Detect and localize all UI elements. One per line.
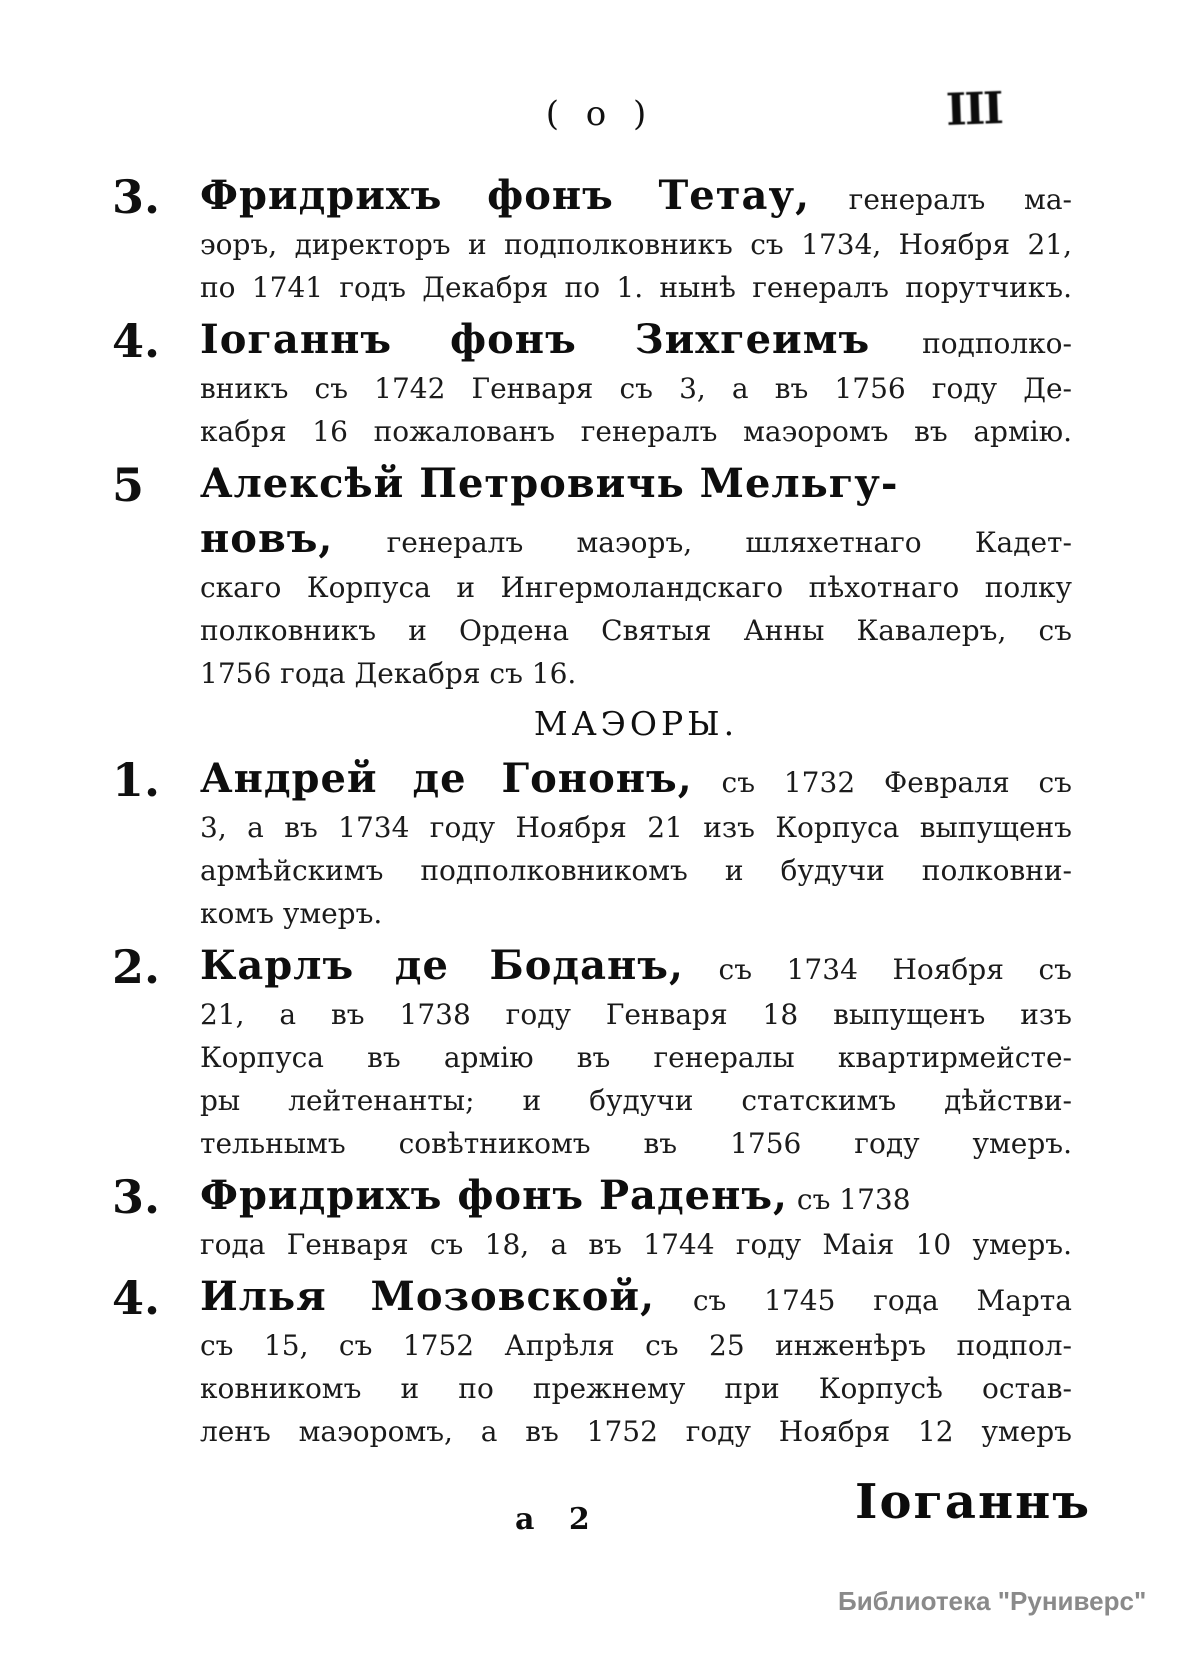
officer-name: Іоганнъ фонъ Зихгеимъ [200, 316, 871, 363]
entry-text: скаго Корпуса и Ингермоландскаго пѣхотнаго полку [200, 571, 1072, 604]
library-watermark: Библиотека "Руниверс" [838, 1586, 1147, 1616]
entry-text: комъ умеръ. [200, 897, 383, 930]
text-block [112, 168, 1073, 1456]
entry-text: съ 1745 года Марта [655, 1284, 1072, 1317]
entry-line [200, 566, 1072, 609]
entry-text: 21, а въ 1738 году Генваря 18 выпущенъ изъ [200, 998, 1072, 1031]
entry-text: 1756 года Декабря съ 16. [200, 657, 577, 690]
entry-number: 3. [112, 170, 161, 224]
entry-text: ковникомъ и по прежнему при Корпусѣ остав- [200, 1372, 1072, 1405]
entry-text: генералъ ма- [810, 183, 1072, 216]
entry-text: съ 1734 Ноября съ [683, 953, 1072, 986]
entry-line [200, 1079, 1072, 1122]
entry-number: 4. [112, 1271, 161, 1325]
entry-line [200, 1168, 1072, 1223]
section-heading-majors: МАЭОРЫ. [533, 704, 739, 743]
entry-line [200, 993, 1072, 1036]
officer-name: Фридрихъ фонъ Раденъ, [200, 1172, 788, 1219]
entry-text: года Генваря съ 18, а въ 1744 году Маія 10 умеръ. [200, 1228, 1072, 1261]
catchword: Іоганнъ [855, 1474, 1092, 1530]
entry-line [200, 1122, 1072, 1165]
entry-line [200, 849, 1072, 892]
entry-text: ры лейтенанты; и будучи статскимъ дѣйстви- [200, 1084, 1072, 1117]
entry-line [200, 1036, 1072, 1079]
entry-number: 5 [112, 458, 145, 512]
entry-text: подполко- [870, 327, 1072, 360]
entry-line [200, 410, 1072, 453]
entry-number: 1. [112, 753, 161, 807]
entry-line [200, 892, 1072, 935]
officer-entry [112, 456, 1072, 695]
entry-text: армѣйскимъ подполковникомъ и будучи полковни- [200, 854, 1072, 887]
entry-line [200, 652, 1072, 695]
entry-text: съ 1732 Февраля съ [692, 766, 1073, 799]
entry-line [200, 1269, 1072, 1324]
entry-text: полковникъ и Ордена Святыя Анны Кавалеръ, съ [200, 614, 1072, 647]
entry-line [200, 1367, 1072, 1410]
page-header-ornament: ( о ) [545, 94, 655, 134]
entry-text: генералъ маэоръ, шляхетнаго Кадет- [333, 526, 1072, 559]
entry-number: 2. [112, 940, 161, 994]
entry-number: 4. [112, 314, 161, 368]
entry-text: ленъ маэоромъ, а въ 1752 году Ноября 12 умеръ [200, 1415, 1072, 1448]
entry-text: съ 15, съ 1752 Апрѣля съ 25 инженѣръ подпол- [200, 1329, 1072, 1362]
entry-line [200, 938, 1072, 993]
signature-mark: а 2 [515, 1502, 602, 1537]
entry-line [200, 1410, 1072, 1453]
officer-name: Фридрихъ фонъ Тетау, [200, 172, 810, 219]
entry-line [200, 168, 1072, 223]
entries-majors [112, 751, 1073, 1453]
entry-line [200, 312, 1072, 367]
entry-text: вникъ съ 1742 Генваря съ 3, а въ 1756 году Де- [200, 372, 1072, 405]
entry-number: 3. [112, 1170, 161, 1224]
entry-text: съ 1738 [787, 1183, 911, 1216]
officer-entry [112, 751, 1073, 935]
officer-name: Илья Мозовской, [200, 1273, 656, 1320]
entry-line [200, 806, 1072, 849]
corner-ink-mark: ІІІ [945, 83, 1003, 136]
entry-line [200, 456, 1072, 511]
entry-text: по 1741 годъ Декабря по 1. нынѣ генералъ порутчикъ. [200, 271, 1072, 304]
officer-entry [112, 938, 1072, 1165]
entry-line [200, 511, 1072, 566]
entry-line [200, 609, 1072, 652]
officer-name: Алексѣй Петровичь Мельгу- [200, 460, 899, 507]
entry-line [200, 266, 1072, 309]
officer-name: Карлъ де Боданъ, [200, 942, 684, 989]
officer-entry [112, 1168, 1072, 1266]
entry-line [200, 1324, 1072, 1367]
officer-entry [112, 312, 1072, 453]
entry-line [200, 223, 1072, 266]
entries-generals [112, 168, 1072, 695]
entry-line [200, 1223, 1072, 1266]
officer-name: новъ, [200, 515, 334, 562]
entry-line [200, 751, 1072, 806]
entry-text: 3, а въ 1734 году Ноября 21 изъ Корпуса выпущенъ [200, 811, 1072, 844]
officer-name: Андрей де Гононъ, [200, 755, 693, 802]
officer-entry [112, 168, 1072, 309]
entry-text: эоръ, директоръ и подполковникъ съ 1734, Ноября 21, [200, 228, 1072, 261]
entry-text: тельнымъ совѣтникомъ въ 1756 году умеръ. [200, 1127, 1072, 1160]
officer-entry [112, 1269, 1072, 1453]
entry-text: кабря 16 пожалованъ генералъ маэоромъ въ армію. [200, 415, 1072, 448]
entry-line [200, 367, 1072, 410]
entry-text: Корпуса въ армію въ генералы квартирмейсте- [200, 1041, 1072, 1074]
